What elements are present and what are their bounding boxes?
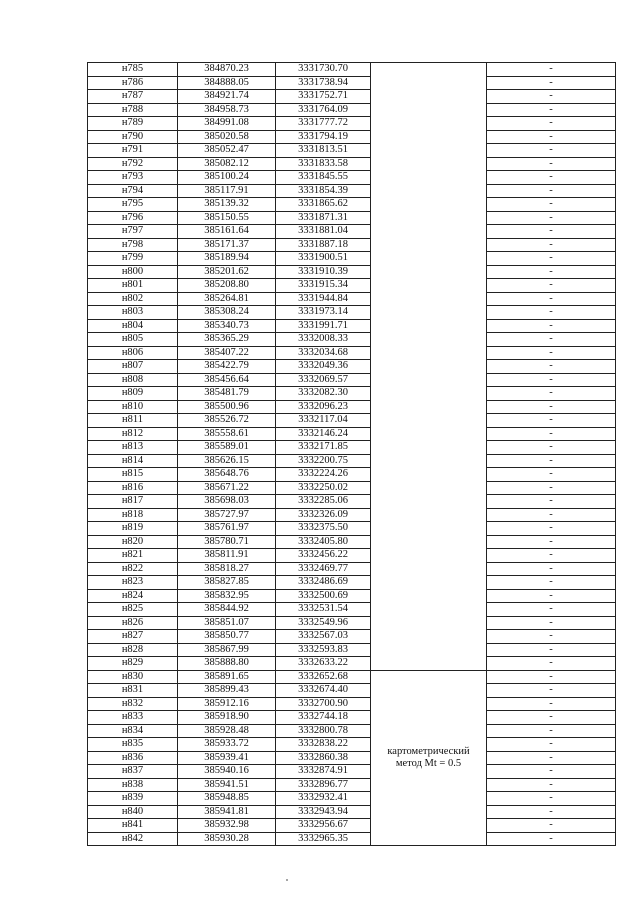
coordinates-table-body	[88, 63, 616, 846]
y-coordinate-cell: 3332965.35	[276, 832, 371, 846]
point-id-cell: н801	[88, 279, 178, 293]
note-cell: -	[487, 157, 616, 171]
table-row	[88, 778, 616, 792]
note-cell: -	[487, 252, 616, 266]
x-coordinate-cell: 385948.85	[178, 792, 276, 806]
x-coordinate-cell: 385456.64	[178, 373, 276, 387]
y-coordinate-cell: 3332500.69	[276, 589, 371, 603]
x-coordinate-cell: 385139.32	[178, 198, 276, 212]
table-row	[88, 765, 616, 779]
note-cell: -	[487, 306, 616, 320]
x-coordinate-cell: 385912.16	[178, 697, 276, 711]
note-cell: -	[487, 130, 616, 144]
point-id-cell: н787	[88, 90, 178, 104]
x-coordinate-cell: 385727.97	[178, 508, 276, 522]
y-coordinate-cell: 3332932.41	[276, 792, 371, 806]
point-id-cell: н786	[88, 76, 178, 90]
method-accuracy-text: метод Mt = 0.5	[395, 757, 462, 769]
note-cell: -	[487, 684, 616, 698]
x-coordinate-cell: 385308.24	[178, 306, 276, 320]
note-cell: -	[487, 441, 616, 455]
table-row	[88, 751, 616, 765]
table-row	[88, 522, 616, 536]
point-id-cell: н822	[88, 562, 178, 576]
note-cell: -	[487, 670, 616, 684]
y-coordinate-cell: 3332593.83	[276, 643, 371, 657]
table-row	[88, 805, 616, 819]
note-cell: -	[487, 630, 616, 644]
x-coordinate-cell: 385899.43	[178, 684, 276, 698]
table-row	[88, 279, 616, 293]
x-coordinate-cell: 385407.22	[178, 346, 276, 360]
x-coordinate-cell: 385888.80	[178, 657, 276, 671]
table-row	[88, 414, 616, 428]
note-cell: -	[487, 171, 616, 185]
y-coordinate-cell: 3332117.04	[276, 414, 371, 428]
x-coordinate-cell: 385626.15	[178, 454, 276, 468]
point-id-cell: н842	[88, 832, 178, 846]
point-id-cell: н811	[88, 414, 178, 428]
y-coordinate-cell: 3331777.72	[276, 117, 371, 131]
point-id-cell: н823	[88, 576, 178, 590]
note-cell: -	[487, 508, 616, 522]
note-cell: -	[487, 643, 616, 657]
point-id-cell: н812	[88, 427, 178, 441]
x-coordinate-cell: 385365.29	[178, 333, 276, 347]
x-coordinate-cell: 385932.98	[178, 819, 276, 833]
table-row	[88, 387, 616, 401]
x-coordinate-cell: 385500.96	[178, 400, 276, 414]
table-row	[88, 333, 616, 347]
x-coordinate-cell: 385698.03	[178, 495, 276, 509]
note-cell: -	[487, 697, 616, 711]
y-coordinate-cell: 3332008.33	[276, 333, 371, 347]
y-coordinate-cell: 3332652.68	[276, 670, 371, 684]
y-coordinate-cell: 3332956.67	[276, 819, 371, 833]
y-coordinate-cell: 3331794.19	[276, 130, 371, 144]
y-coordinate-cell: 3331764.09	[276, 103, 371, 117]
table-row	[88, 724, 616, 738]
table-row	[88, 130, 616, 144]
table-row	[88, 589, 616, 603]
x-coordinate-cell: 385100.24	[178, 171, 276, 185]
y-coordinate-cell: 3332326.09	[276, 508, 371, 522]
note-cell: -	[487, 751, 616, 765]
point-id-cell: н818	[88, 508, 178, 522]
note-cell: -	[487, 765, 616, 779]
point-id-cell: н820	[88, 535, 178, 549]
x-coordinate-cell: 385052.47	[178, 144, 276, 158]
note-cell: -	[487, 346, 616, 360]
note-cell: -	[487, 225, 616, 239]
table-row	[88, 697, 616, 711]
point-id-cell: н816	[88, 481, 178, 495]
table-row	[88, 144, 616, 158]
point-id-cell: н805	[88, 333, 178, 347]
table-row	[88, 495, 616, 509]
note-cell: -	[487, 184, 616, 198]
y-coordinate-cell: 3332700.90	[276, 697, 371, 711]
point-id-cell: н791	[88, 144, 178, 158]
y-coordinate-cell: 3332171.85	[276, 441, 371, 455]
point-id-cell: н795	[88, 198, 178, 212]
x-coordinate-cell: 385928.48	[178, 724, 276, 738]
note-cell: -	[487, 481, 616, 495]
point-id-cell: н808	[88, 373, 178, 387]
method-cell-empty	[371, 63, 487, 671]
point-id-cell: н813	[88, 441, 178, 455]
table-row	[88, 373, 616, 387]
x-coordinate-cell: 385422.79	[178, 360, 276, 374]
table-row	[88, 306, 616, 320]
x-coordinate-cell: 385939.41	[178, 751, 276, 765]
note-cell: -	[487, 603, 616, 617]
y-coordinate-cell: 3332285.06	[276, 495, 371, 509]
point-id-cell: н799	[88, 252, 178, 266]
note-cell: -	[487, 198, 616, 212]
note-cell: -	[487, 103, 616, 117]
point-id-cell: н797	[88, 225, 178, 239]
y-coordinate-cell: 3332082.30	[276, 387, 371, 401]
y-coordinate-cell: 3331752.71	[276, 90, 371, 104]
y-coordinate-cell: 3332838.22	[276, 738, 371, 752]
point-id-cell: н840	[88, 805, 178, 819]
x-coordinate-cell: 385941.81	[178, 805, 276, 819]
x-coordinate-cell: 385930.28	[178, 832, 276, 846]
y-coordinate-cell: 3332486.69	[276, 576, 371, 590]
x-coordinate-cell: 384870.23	[178, 63, 276, 77]
method-cell	[371, 670, 487, 846]
y-coordinate-cell: 3332146.24	[276, 427, 371, 441]
table-row	[88, 832, 616, 846]
point-id-cell: н804	[88, 319, 178, 333]
note-cell: -	[487, 778, 616, 792]
point-id-cell: н829	[88, 657, 178, 671]
scan-dot-mark	[286, 879, 288, 881]
point-id-cell: н831	[88, 684, 178, 698]
note-cell: -	[487, 819, 616, 833]
y-coordinate-cell: 3332069.57	[276, 373, 371, 387]
note-cell: -	[487, 549, 616, 563]
x-coordinate-cell: 385933.72	[178, 738, 276, 752]
y-coordinate-cell: 3332096.23	[276, 400, 371, 414]
note-cell: -	[487, 724, 616, 738]
point-id-cell: н819	[88, 522, 178, 536]
note-cell: -	[487, 522, 616, 536]
x-coordinate-cell: 385818.27	[178, 562, 276, 576]
x-coordinate-cell: 385844.92	[178, 603, 276, 617]
point-id-cell: н788	[88, 103, 178, 117]
table-row	[88, 252, 616, 266]
table-row	[88, 792, 616, 806]
y-coordinate-cell: 3332456.22	[276, 549, 371, 563]
table-row	[88, 684, 616, 698]
point-id-cell: н837	[88, 765, 178, 779]
y-coordinate-cell: 3332469.77	[276, 562, 371, 576]
point-id-cell: н832	[88, 697, 178, 711]
note-cell: -	[487, 333, 616, 347]
note-cell: -	[487, 63, 616, 77]
note-cell: -	[487, 562, 616, 576]
y-coordinate-cell: 3332896.77	[276, 778, 371, 792]
x-coordinate-cell: 385832.95	[178, 589, 276, 603]
table-row	[88, 171, 616, 185]
note-cell: -	[487, 576, 616, 590]
table-row	[88, 562, 616, 576]
y-coordinate-cell: 3332674.40	[276, 684, 371, 698]
x-coordinate-cell: 385941.51	[178, 778, 276, 792]
y-coordinate-cell: 3331915.34	[276, 279, 371, 293]
table-row	[88, 117, 616, 131]
y-coordinate-cell: 3331973.14	[276, 306, 371, 320]
point-id-cell: н810	[88, 400, 178, 414]
point-id-cell: н827	[88, 630, 178, 644]
x-coordinate-cell: 385850.77	[178, 630, 276, 644]
x-coordinate-cell: 385526.72	[178, 414, 276, 428]
y-coordinate-cell: 3331738.94	[276, 76, 371, 90]
note-cell: -	[487, 495, 616, 509]
point-id-cell: н835	[88, 738, 178, 752]
note-cell: -	[487, 144, 616, 158]
table-row	[88, 427, 616, 441]
y-coordinate-cell: 3332250.02	[276, 481, 371, 495]
note-cell: -	[487, 468, 616, 482]
x-coordinate-cell: 385189.94	[178, 252, 276, 266]
y-coordinate-cell: 3331854.39	[276, 184, 371, 198]
point-id-cell: н789	[88, 117, 178, 131]
table-row	[88, 157, 616, 171]
table-row	[88, 535, 616, 549]
x-coordinate-cell: 385201.62	[178, 265, 276, 279]
table-row	[88, 225, 616, 239]
note-cell: -	[487, 387, 616, 401]
note-cell: -	[487, 319, 616, 333]
note-cell: -	[487, 414, 616, 428]
y-coordinate-cell: 3332200.75	[276, 454, 371, 468]
method-name-text: картометрический	[387, 745, 470, 757]
point-id-cell: н826	[88, 616, 178, 630]
table-row	[88, 711, 616, 725]
note-cell: -	[487, 711, 616, 725]
note-cell: -	[487, 211, 616, 225]
note-cell: -	[487, 454, 616, 468]
x-coordinate-cell: 384888.05	[178, 76, 276, 90]
x-coordinate-cell: 384958.73	[178, 103, 276, 117]
note-cell: -	[487, 738, 616, 752]
note-cell: -	[487, 535, 616, 549]
point-id-cell: н802	[88, 292, 178, 306]
table-row	[88, 576, 616, 590]
note-cell: -	[487, 292, 616, 306]
point-id-cell: н817	[88, 495, 178, 509]
table-row	[88, 454, 616, 468]
y-coordinate-cell: 3331871.31	[276, 211, 371, 225]
point-id-cell: н834	[88, 724, 178, 738]
note-cell: -	[487, 805, 616, 819]
x-coordinate-cell: 384921.74	[178, 90, 276, 104]
table-row	[88, 76, 616, 90]
table-row	[88, 360, 616, 374]
note-cell: -	[487, 279, 616, 293]
y-coordinate-cell: 3331881.04	[276, 225, 371, 239]
x-coordinate-cell: 385940.16	[178, 765, 276, 779]
point-id-cell: н794	[88, 184, 178, 198]
y-coordinate-cell: 3331730.70	[276, 63, 371, 77]
note-cell: -	[487, 616, 616, 630]
point-id-cell: н814	[88, 454, 178, 468]
note-cell: -	[487, 589, 616, 603]
x-coordinate-cell: 385891.65	[178, 670, 276, 684]
x-coordinate-cell: 385811.91	[178, 549, 276, 563]
x-coordinate-cell: 385827.85	[178, 576, 276, 590]
y-coordinate-cell: 3331813.51	[276, 144, 371, 158]
y-coordinate-cell: 3332800.78	[276, 724, 371, 738]
table-row	[88, 346, 616, 360]
x-coordinate-cell: 385481.79	[178, 387, 276, 401]
x-coordinate-cell: 385150.55	[178, 211, 276, 225]
table-row	[88, 616, 616, 630]
table-row	[88, 670, 616, 684]
y-coordinate-cell: 3332531.54	[276, 603, 371, 617]
point-id-cell: н796	[88, 211, 178, 225]
x-coordinate-cell: 385082.12	[178, 157, 276, 171]
table-row	[88, 643, 616, 657]
x-coordinate-cell: 385851.07	[178, 616, 276, 630]
point-id-cell: н821	[88, 549, 178, 563]
point-id-cell: н803	[88, 306, 178, 320]
note-cell: -	[487, 832, 616, 846]
y-coordinate-cell: 3332405.80	[276, 535, 371, 549]
x-coordinate-cell: 385558.61	[178, 427, 276, 441]
table-row	[88, 90, 616, 104]
table-row	[88, 549, 616, 563]
y-coordinate-cell: 3332744.18	[276, 711, 371, 725]
x-coordinate-cell: 384991.08	[178, 117, 276, 131]
x-coordinate-cell: 385867.99	[178, 643, 276, 657]
note-cell: -	[487, 90, 616, 104]
table-row	[88, 400, 616, 414]
table-row	[88, 292, 616, 306]
note-cell: -	[487, 117, 616, 131]
y-coordinate-cell: 3331900.51	[276, 252, 371, 266]
note-cell: -	[487, 400, 616, 414]
y-coordinate-cell: 3332860.38	[276, 751, 371, 765]
y-coordinate-cell: 3332943.94	[276, 805, 371, 819]
y-coordinate-cell: 3332224.26	[276, 468, 371, 482]
x-coordinate-cell: 385171.37	[178, 238, 276, 252]
point-id-cell: н815	[88, 468, 178, 482]
point-id-cell: н828	[88, 643, 178, 657]
x-coordinate-cell: 385340.73	[178, 319, 276, 333]
coordinates-table	[87, 62, 616, 846]
x-coordinate-cell: 385208.80	[178, 279, 276, 293]
point-id-cell: н785	[88, 63, 178, 77]
point-id-cell: н792	[88, 157, 178, 171]
point-id-cell: н833	[88, 711, 178, 725]
y-coordinate-cell: 3332874.91	[276, 765, 371, 779]
x-coordinate-cell: 385117.91	[178, 184, 276, 198]
point-id-cell: н790	[88, 130, 178, 144]
note-cell: -	[487, 657, 616, 671]
note-cell: -	[487, 792, 616, 806]
point-id-cell: н841	[88, 819, 178, 833]
point-id-cell: н825	[88, 603, 178, 617]
x-coordinate-cell: 385918.90	[178, 711, 276, 725]
table-row	[88, 603, 616, 617]
note-cell: -	[487, 373, 616, 387]
table-row	[88, 630, 616, 644]
table-row	[88, 738, 616, 752]
y-coordinate-cell: 3331944.84	[276, 292, 371, 306]
x-coordinate-cell: 385589.01	[178, 441, 276, 455]
point-id-cell: н807	[88, 360, 178, 374]
point-id-cell: н824	[88, 589, 178, 603]
point-id-cell: н830	[88, 670, 178, 684]
y-coordinate-cell: 3331845.55	[276, 171, 371, 185]
point-id-cell: н793	[88, 171, 178, 185]
y-coordinate-cell: 3331887.18	[276, 238, 371, 252]
y-coordinate-cell: 3331910.39	[276, 265, 371, 279]
y-coordinate-cell: 3332549.96	[276, 616, 371, 630]
y-coordinate-cell: 3332034.68	[276, 346, 371, 360]
table-row	[88, 265, 616, 279]
note-cell: -	[487, 238, 616, 252]
table-row	[88, 319, 616, 333]
y-coordinate-cell: 3331865.62	[276, 198, 371, 212]
y-coordinate-cell: 3331833.58	[276, 157, 371, 171]
table-row	[88, 198, 616, 212]
table-row	[88, 441, 616, 455]
x-coordinate-cell: 385648.76	[178, 468, 276, 482]
point-id-cell: н809	[88, 387, 178, 401]
point-id-cell: н838	[88, 778, 178, 792]
table-row	[88, 103, 616, 117]
x-coordinate-cell: 385264.81	[178, 292, 276, 306]
point-id-cell: н798	[88, 238, 178, 252]
x-coordinate-cell: 385020.58	[178, 130, 276, 144]
table-row	[88, 819, 616, 833]
note-cell: -	[487, 427, 616, 441]
table-row	[88, 238, 616, 252]
y-coordinate-cell: 3332375.50	[276, 522, 371, 536]
table-row	[88, 481, 616, 495]
table-row	[88, 63, 616, 77]
table-row	[88, 211, 616, 225]
y-coordinate-cell: 3332049.36	[276, 360, 371, 374]
x-coordinate-cell: 385671.22	[178, 481, 276, 495]
x-coordinate-cell: 385780.71	[178, 535, 276, 549]
point-id-cell: н800	[88, 265, 178, 279]
table-row	[88, 657, 616, 671]
x-coordinate-cell: 385761.97	[178, 522, 276, 536]
y-coordinate-cell: 3332567.03	[276, 630, 371, 644]
point-id-cell: н836	[88, 751, 178, 765]
note-cell: -	[487, 76, 616, 90]
y-coordinate-cell: 3332633.22	[276, 657, 371, 671]
table-row	[88, 184, 616, 198]
x-coordinate-cell: 385161.64	[178, 225, 276, 239]
table-row	[88, 508, 616, 522]
point-id-cell: н839	[88, 792, 178, 806]
note-cell: -	[487, 265, 616, 279]
point-id-cell: н806	[88, 346, 178, 360]
note-cell: -	[487, 360, 616, 374]
y-coordinate-cell: 3331991.71	[276, 319, 371, 333]
table-row	[88, 468, 616, 482]
